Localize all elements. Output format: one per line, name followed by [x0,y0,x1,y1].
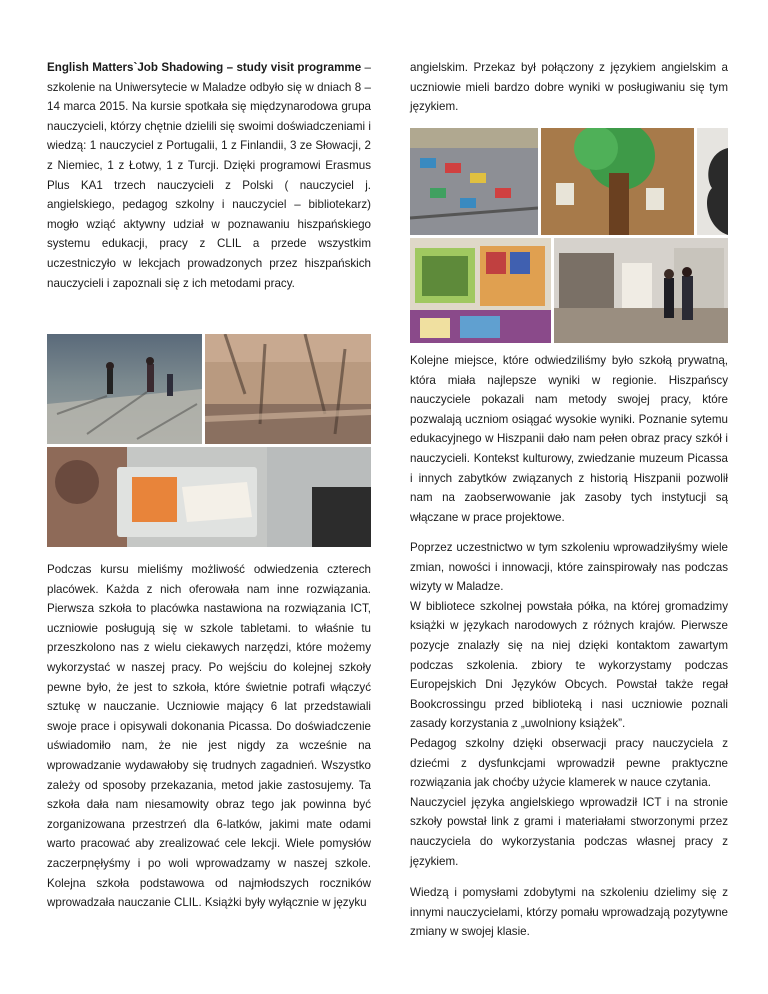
changes-pedagogue: Pedagog szkolny dzięki obserwacji pracy nauczyciela z dziećmi z dysfunkcjami wprowadził pewne praktyczne rozwiązania jak choćby użycie klamerek w nauce czytania. [410,736,728,790]
visits-paragraph: Podczas kursu mieliśmy możliwość odwiedzenia czterech placówek. Każda z nich oferowała nam inne rozwiązania. Pierwsza szkoła to placówka nastawiona na rozwiązania ICT, uczniowie posługują się w szkole tabletami. to właśnie tu przeszkolono nas z wielu ciekawych narzędzi, które możemy wykorzystać w naszej pracy. Po wejściu do kolejnej szkoły pewne było, że jest to szkoła, które świetnie potrafi włączyć sztukę w nauczanie. Uczniowie mający 6 lat przedstawiali swoje prace i opisywali dokonania Picassa. Do doświadczenie uświadomiło nam, że nie jest nigdy za wcześnie na wprowadzanie wydawałoby się trudnych zagadnień. Wszystko zależy od sposoby przekazania, metod jakie zastosujemy. Ta szkoła dała nam niesamowity obraz tego jak powinna być zorganizowana przestrzeń dla 6-latków, jakimi mate odami warto pracować aby zrealizować cele lekcji. Wiele pomysłów zaczerpnęłyśmy i po woli wprowadzamy w naszej szkole. Kolejna szkoła podstawowa od najmłodszych roczników wprowadzała nauczanie CLIL. Książki były wyłącznie w języku [47,563,371,910]
photo-profile-figure [697,128,728,235]
closing-paragraph: Wiedzą i pomysłami zdobytymi na szkoleniu dzielimy się z innymi nauczycielami, którzy pomału wprowadzają pozytywne zmiany w swojej klasie. [410,886,728,939]
intro-text: – szkolenie na Uniwersytecie w Maladze odbyło się w dniach 8 – 14 marca 2015. Na kursie spotkała się międzynarodowa grupa nauczycieli, którzy chętnie dzielili się swoimi doświadczeniami i wiedzą: 1 nauczyciel z Portugalii, 1 z Finlandii, 3 ze Słowacji, 2 z Niemiec, 1 z Łotwy, 1 z Turcji. Dzięki programowi Erasmus Plus KA1 trzech nauczycieli z Polski ( nauczyciel j. angielskiego, pedagog szkolny i nauczyciel – bibliotekarz) mogło wziąć aktywny udział w poznawaniu hiszpańskiego systemu edukacji, pracy z CLIL a przede wszystkim uczestniczyło w lekcjach prowadzonych przez hiszpańskich nauczycieli i zapoznali się z ich metodami pracy. [47,61,371,290]
changes-library: W bibliotece szkolnej powstała półka, na której gromadzimy książki w językach narodowych z różnych krajów. Pierwsze pozycje znalazły się na niej dzięki kontaktom zawartym podczas szkolenia. zbiory te wykorzystamy podczas Europejskich Dni Języków Obcych. Powstał także regał Bookcrossingu przed biblioteką i nasi uczniowie poznali zasady korzystania z „uwolniony książek”. [410,599,728,731]
continuation-paragraph: angielskim. Przekaz był połączony z językiem angielskim a uczniowie mieli bardzo dobre wyniki w posługiwaniu się tym językiem. [410,61,728,114]
changes-intro: Poprzez uczestnictwo w tym szkoleniu wprowadziłyśmy wiele zmian, nowości i innowacji, które zainspirowały nas podczas wizyty w Maladze. [410,541,728,594]
photo-wall-shadow [205,334,371,444]
changes-section [410,538,728,942]
photo-schoolyard-children [47,334,202,444]
photo-classroom-display [410,238,551,343]
photo-painted-playground [410,128,538,235]
photo-child-crafts [47,447,371,547]
intro-paragraph [47,58,371,293]
photo-paper-tree [541,128,694,235]
private-school-paragraph: Kolejne miejsce, które odwiedziliśmy było szkołą prywatną, która miała najlepsze wyniki w regionie. Hiszpańscy nauczyciele pokazali nam metody swojej pracy, które pozwalają uczniom osiągać wysokie wyniki. Poznanie sytemu edukacyjnego w Hiszpanii dało nam pełen obraz pracy szkół i nauczycieli. Kontekst kulturowy, zwiedzanie muzeum Picassa i innych zabytków związanych z historią Hiszpanii pozwolił nam na zaobserwowanie jak zasoby tych instytucji są włączane w prace projektowe. [410,354,728,524]
photo-hallway-teachers [554,238,728,343]
intro-title: English Matters`Job Shadowing – study visit programme [47,61,362,74]
changes-english-teacher: Nauczyciel języka angielskiego wprowadził ICT i na stronie szkoły powstał link z grami i materiałami stworzonymi przez nauczyciela do wykorzystania podczas własnej pracy z językiem. [410,795,728,868]
